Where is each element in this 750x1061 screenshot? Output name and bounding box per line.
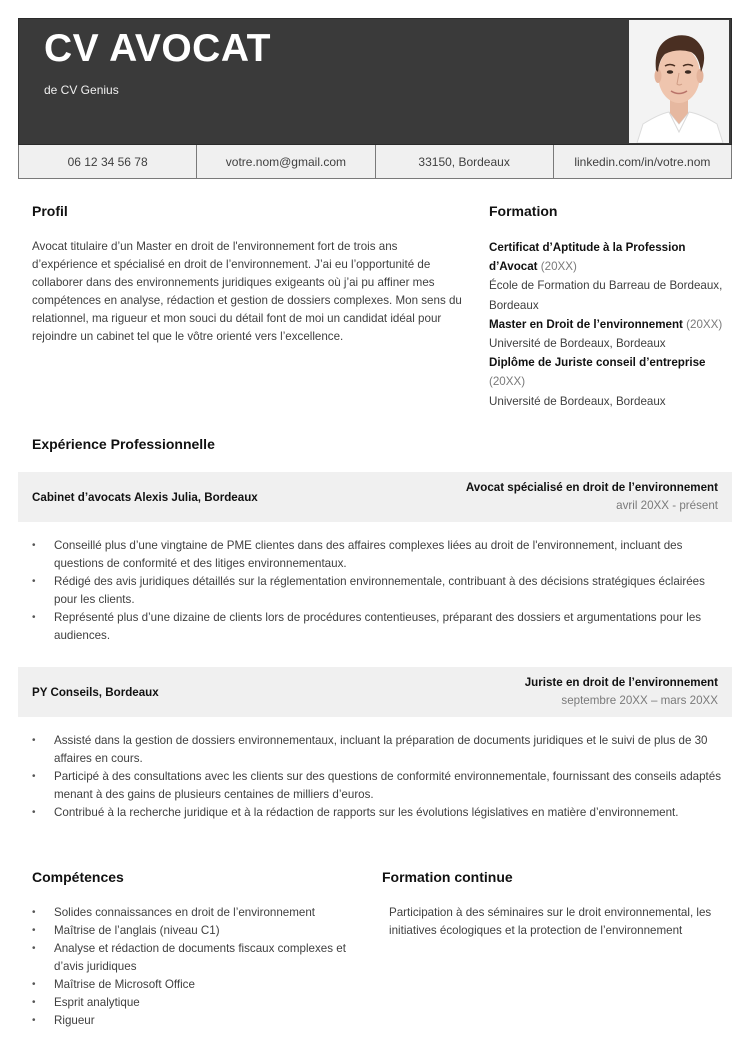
experience-heading: Expérience Professionnelle: [32, 436, 215, 452]
job-meta: [525, 674, 718, 710]
formation-school: École de Formation du Barreau de Bordeaux, Bordeaux: [489, 279, 723, 312]
skills-list: [32, 904, 352, 1030]
continuing-education-heading: Formation continue: [382, 869, 513, 885]
list-item: [32, 994, 352, 1012]
skill-text: Solides connaissances en droit de l’environnement: [54, 906, 316, 919]
bullet-icon: •: [32, 997, 36, 1008]
bullet-text: Participé à des consultations avec les clients sur des questions de conformité environnementale, fournissant des conseils adaptés menant à des gains de plusieurs centaines de milliers d’euros.: [54, 770, 722, 801]
portrait-photo-icon: [629, 20, 729, 143]
skill-text: Rigueur: [54, 1014, 95, 1027]
job-header: [18, 667, 732, 717]
bullet-text: Conseillé plus d’une vingtaine de PME clientes dans des affaires complexes liées au droit de l'environnement, incluant des questions de conformité et des litiges environnementaux.: [54, 539, 683, 570]
list-item: [32, 1012, 352, 1030]
formation-school: Université de Bordeaux, Bordeaux: [489, 337, 666, 351]
job-dates: septembre 20XX – mars 20XX: [561, 694, 718, 707]
skill-text: Analyse et rédaction de documents fiscaux complexes et d’avis juridiques: [54, 942, 346, 973]
list-item: [32, 940, 352, 976]
list-item: [32, 804, 722, 822]
job-bullets: [32, 537, 712, 645]
formation-heading: Formation: [489, 203, 558, 219]
bullet-icon: •: [32, 612, 36, 623]
bullet-icon: •: [32, 771, 36, 782]
list-item: [32, 732, 722, 768]
contact-phone[interactable]: 06 12 34 56 78: [19, 145, 197, 178]
contact-email[interactable]: votre.nom@gmail.com: [197, 145, 375, 178]
job-company: Cabinet d’avocats Alexis Julia, Bordeaux: [32, 490, 258, 504]
bullet-icon: •: [32, 807, 36, 818]
formation-list: [489, 238, 734, 411]
skill-text: Maîtrise de l’anglais (niveau C1): [54, 924, 220, 937]
bullet-icon: •: [32, 907, 36, 918]
formation-degree: Certificat d’Aptitude à la Profession d’Avocat: [489, 241, 686, 274]
continuing-education-text: Participation à des séminaires sur le droit environnemental, les initiatives écologiques et la protection de l’environnement: [389, 906, 712, 937]
contact-location: 33150, Bordeaux: [376, 145, 554, 178]
bullet-icon: •: [32, 925, 36, 936]
job-header: [18, 472, 732, 522]
profile-text: Avocat titulaire d’un Master en droit de l'environnement fort de trois ans d’expérience et spécialisé en droit de l’environnement. J’ai eu l’opportunité de collaborer dans des environnements juridiques exigeants où j’ai pu affiner mes compétences en analyse, rédaction et gestion de dossiers complexes. Mon sens du relationnel, ma rigueur et mon souci du détail font de moi un candidat idéal pour rejoindre un cabinet tel que le vôtre orienté vers l’excellence.: [32, 240, 462, 343]
list-item: [32, 976, 352, 994]
bullet-icon: •: [32, 943, 36, 954]
bullet-icon: •: [32, 576, 36, 587]
cv-title: CV AVOCAT: [44, 27, 271, 70]
bullet-text: Rédigé des avis juridiques détaillés sur la réglementation environnementale, contribuant à des décisions stratégiques éclairées pour les clients.: [54, 575, 705, 606]
formation-school: Université de Bordeaux, Bordeaux: [489, 394, 666, 408]
formation-year: (20XX): [686, 317, 723, 331]
contact-bar: [18, 145, 732, 179]
job-meta: [466, 479, 718, 515]
skills-heading: Compétences: [32, 869, 124, 885]
formation-degree: Master en Droit de l’environnement: [489, 317, 683, 331]
list-item: [32, 768, 722, 804]
contact-linkedin[interactable]: linkedin.com/in/votre.nom: [574, 154, 711, 169]
job-dates: avril 20XX - présent: [616, 499, 718, 512]
job-company: PY Conseils, Bordeaux: [32, 685, 159, 699]
cv-subtitle: de CV Genius: [44, 83, 119, 97]
list-item: [32, 609, 712, 645]
list-item: [32, 922, 352, 940]
bullet-icon: •: [32, 540, 36, 551]
list-item: [32, 573, 712, 609]
skill-text: Esprit analytique: [54, 996, 140, 1009]
formation-item: [489, 315, 734, 353]
skill-text: Maîtrise de Microsoft Office: [54, 978, 195, 991]
bullet-text: Représenté plus d’une dizaine de clients lors de procédures contentieuses, préparant des dossiers et argumentations pour les audiences.: [54, 611, 702, 642]
profile-heading: Profil: [32, 203, 68, 219]
list-item: [32, 537, 712, 573]
cv-header: [18, 18, 732, 145]
formation-year: (20XX): [489, 375, 526, 389]
formation-degree: Diplôme de Juriste conseil d’entreprise: [489, 356, 706, 370]
bullet-icon: •: [32, 735, 36, 746]
bullet-text: Assisté dans la gestion de dossiers environnementaux, incluant la préparation de documents juridiques et le suivi de plus de 30 affaires en cours.: [54, 734, 708, 765]
list-item: [32, 904, 352, 922]
bullet-icon: •: [32, 979, 36, 990]
job-bullets: [32, 732, 722, 822]
bullet-text: Contribué à la recherche juridique et à la rédaction de rapports sur les évolutions législatives en matière d’environnement.: [54, 806, 679, 819]
formation-item: [489, 353, 734, 411]
formation-year: (20XX): [540, 260, 577, 274]
job-role: Juriste en droit de l’environnement: [524, 676, 718, 689]
job-role: Avocat spécialisé en droit de l’environnement: [465, 481, 718, 494]
bullet-icon: •: [32, 1015, 36, 1026]
formation-item: [489, 238, 734, 315]
